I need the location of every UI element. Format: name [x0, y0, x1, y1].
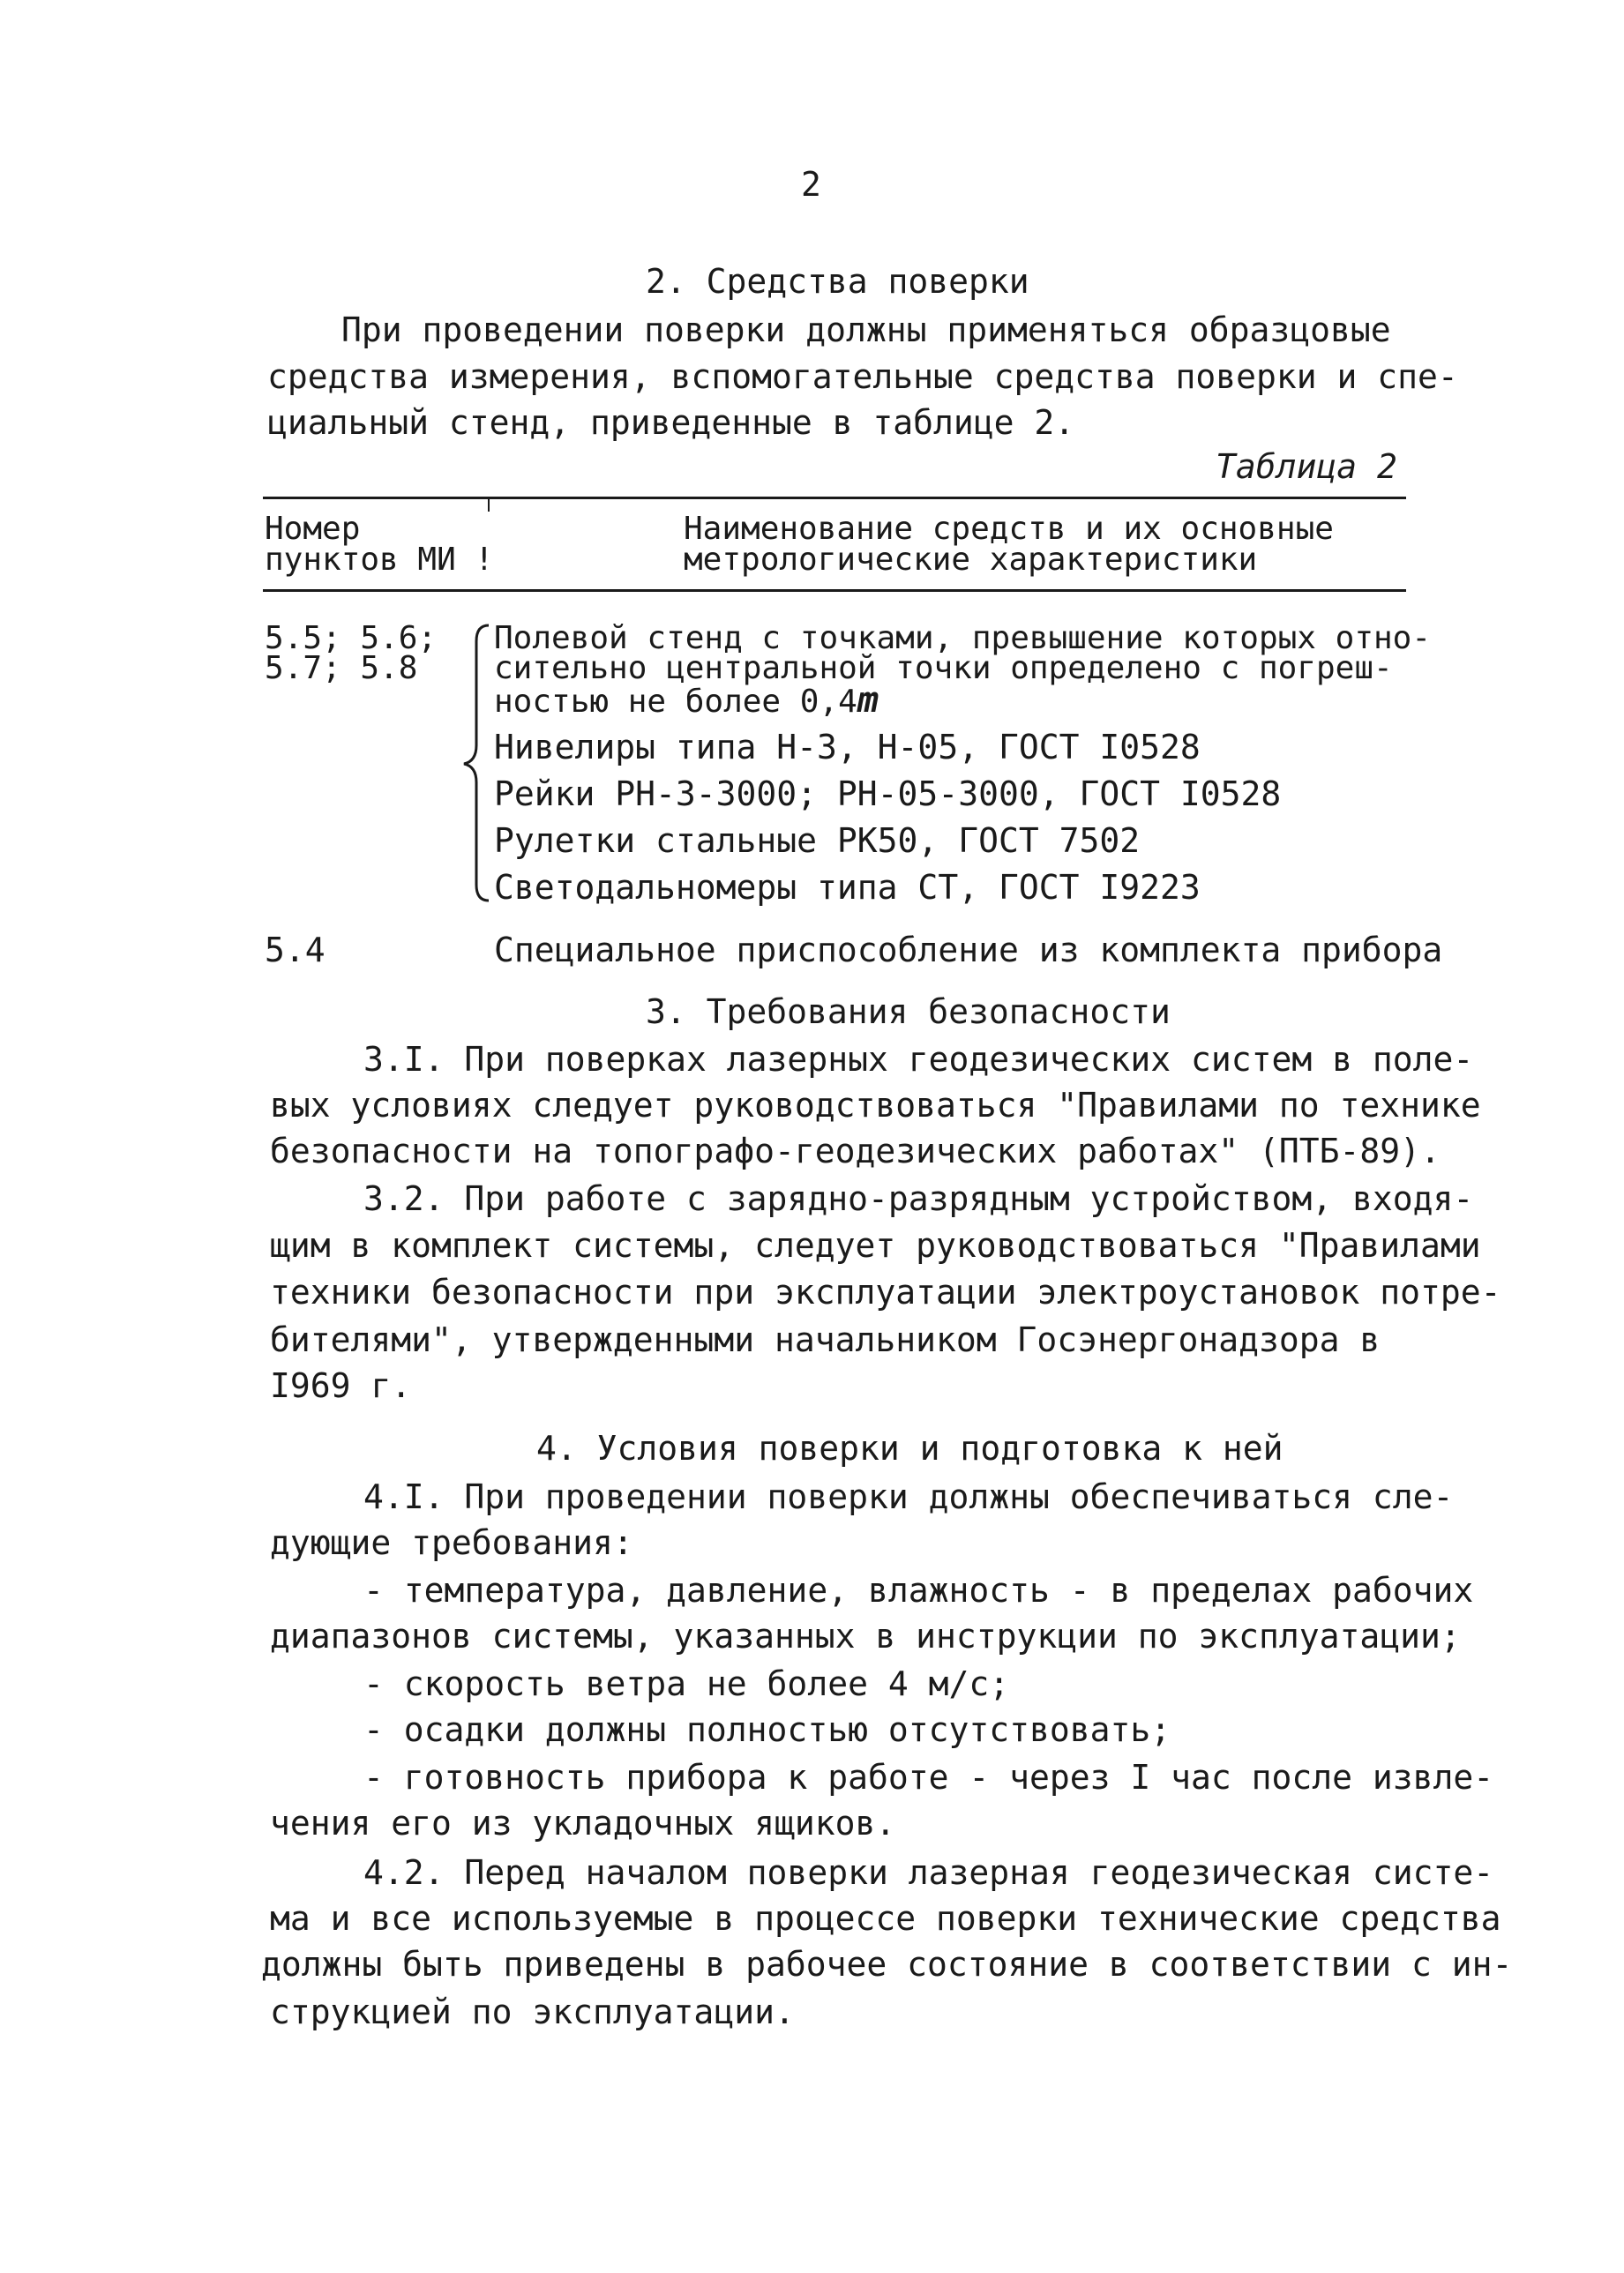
table-top-rule [263, 497, 1406, 499]
table-header-rule [263, 589, 1406, 592]
row-points: 5.7; 5.8 [265, 650, 418, 686]
section-3-line: бителями", утвержденными начальником Госэнергонадзора в [270, 1320, 1381, 1359]
section-3-line: 3.2. При работе с зарядно-разрядным устройством, входя- [363, 1179, 1474, 1218]
section-3-line: техники безопасности при эксплуатации электроустановок потре- [270, 1273, 1501, 1312]
section-4-heading: 4. Условия поверки и подготовка к ней [536, 1429, 1283, 1468]
section-3-line: вых условиях следует руководствоваться "Правилами по технике [270, 1086, 1481, 1125]
section-2-intro-line: циальный стенд, приведенные в таблице 2. [267, 403, 1075, 442]
header-col-points: пунктов МИ [265, 542, 456, 578]
header-col-description: метрологические характеристики [684, 542, 1258, 578]
row-points: 5.5; 5.6; [265, 620, 438, 656]
header-col-points: Номер [265, 511, 361, 547]
section-3-line: безопасности на топографо-геодезических работах" (ПТБ-89). [270, 1132, 1441, 1170]
section-4-line: ма и все используемые в процессе поверки технические средства [270, 1899, 1501, 1938]
row-description-line: Полевой стенд с точками, превышение которых отно- [494, 620, 1432, 656]
header-col-description: Наименование средств и их основные [684, 511, 1334, 547]
section-4-line: дующие требования: [270, 1523, 633, 1562]
section-3-line: 3.I. При поверках лазерных геодезических систем в поле- [363, 1040, 1474, 1079]
section-3-line: щим в комплект системы, следует руководствоваться "Правилами [270, 1226, 1481, 1265]
section-4-line: 4.I. При проведении поверки должны обеспечиваться сле- [363, 1477, 1454, 1516]
section-3-heading: 3. Требования безопасности [646, 992, 1171, 1031]
equipment-item: Нивелиры типа Н-3, Н-05, ГОСТ I0528 [494, 728, 1201, 766]
page-number: 2 [801, 165, 821, 204]
section-4-line: - готовность прибора к работе - через I час после извле- [363, 1758, 1494, 1797]
equipment-item: Светодальномеры типа СТ, ГОСТ I9223 [494, 868, 1201, 907]
table-caption: Таблица 2 [1216, 447, 1397, 486]
row-description-line: сительно центральной точки определено с погреш- [494, 650, 1393, 686]
section-4-line: чения его из укладочных ящиков. [270, 1804, 896, 1843]
equipment-item: Рейки РН-3-3000; РН-05-3000, ГОСТ I0528 [494, 774, 1282, 813]
section-4-line: струкцией по эксплуатации. [270, 1993, 795, 2031]
section-4-line: - температура, давление, влажность - в пределах рабочих [363, 1571, 1474, 1610]
header-col-separator: ! [475, 542, 494, 578]
section-2-intro-line: средства измерения, вспомогательные средства поверки и спе- [267, 357, 1458, 396]
row-points: 5.4 [265, 931, 326, 969]
section-3-line: I969 г. [270, 1366, 412, 1405]
section-4-line: должны быть приведены в рабочее состояние в соответствии с ин- [261, 1945, 1513, 1984]
curly-brace [459, 622, 498, 906]
section-4-line: 4.2. Перед началом поверки лазерная геодезическая систе- [363, 1853, 1494, 1892]
section-2-heading: 2. Средства поверки [646, 262, 1029, 301]
section-4-line: - осадки должны полностью отсутствовать; [363, 1710, 1171, 1749]
row-description-line: ностью не более 0,4m [494, 680, 879, 721]
section-4-line: диапазонов системы, указанных в инструкции по эксплуатации; [270, 1617, 1461, 1656]
row-description-line: Специальное приспособление из комплекта прибора [494, 931, 1443, 969]
equipment-item: Рулетки стальные РК50, ГОСТ 7502 [494, 821, 1141, 860]
section-4-line: - скорость ветра не более 4 м/с; [363, 1664, 1010, 1703]
section-2-intro-line: При проведении поверки должны применяться образцовые [341, 310, 1391, 349]
table-header-tick [488, 499, 490, 512]
unit-symbol: m [857, 680, 879, 721]
